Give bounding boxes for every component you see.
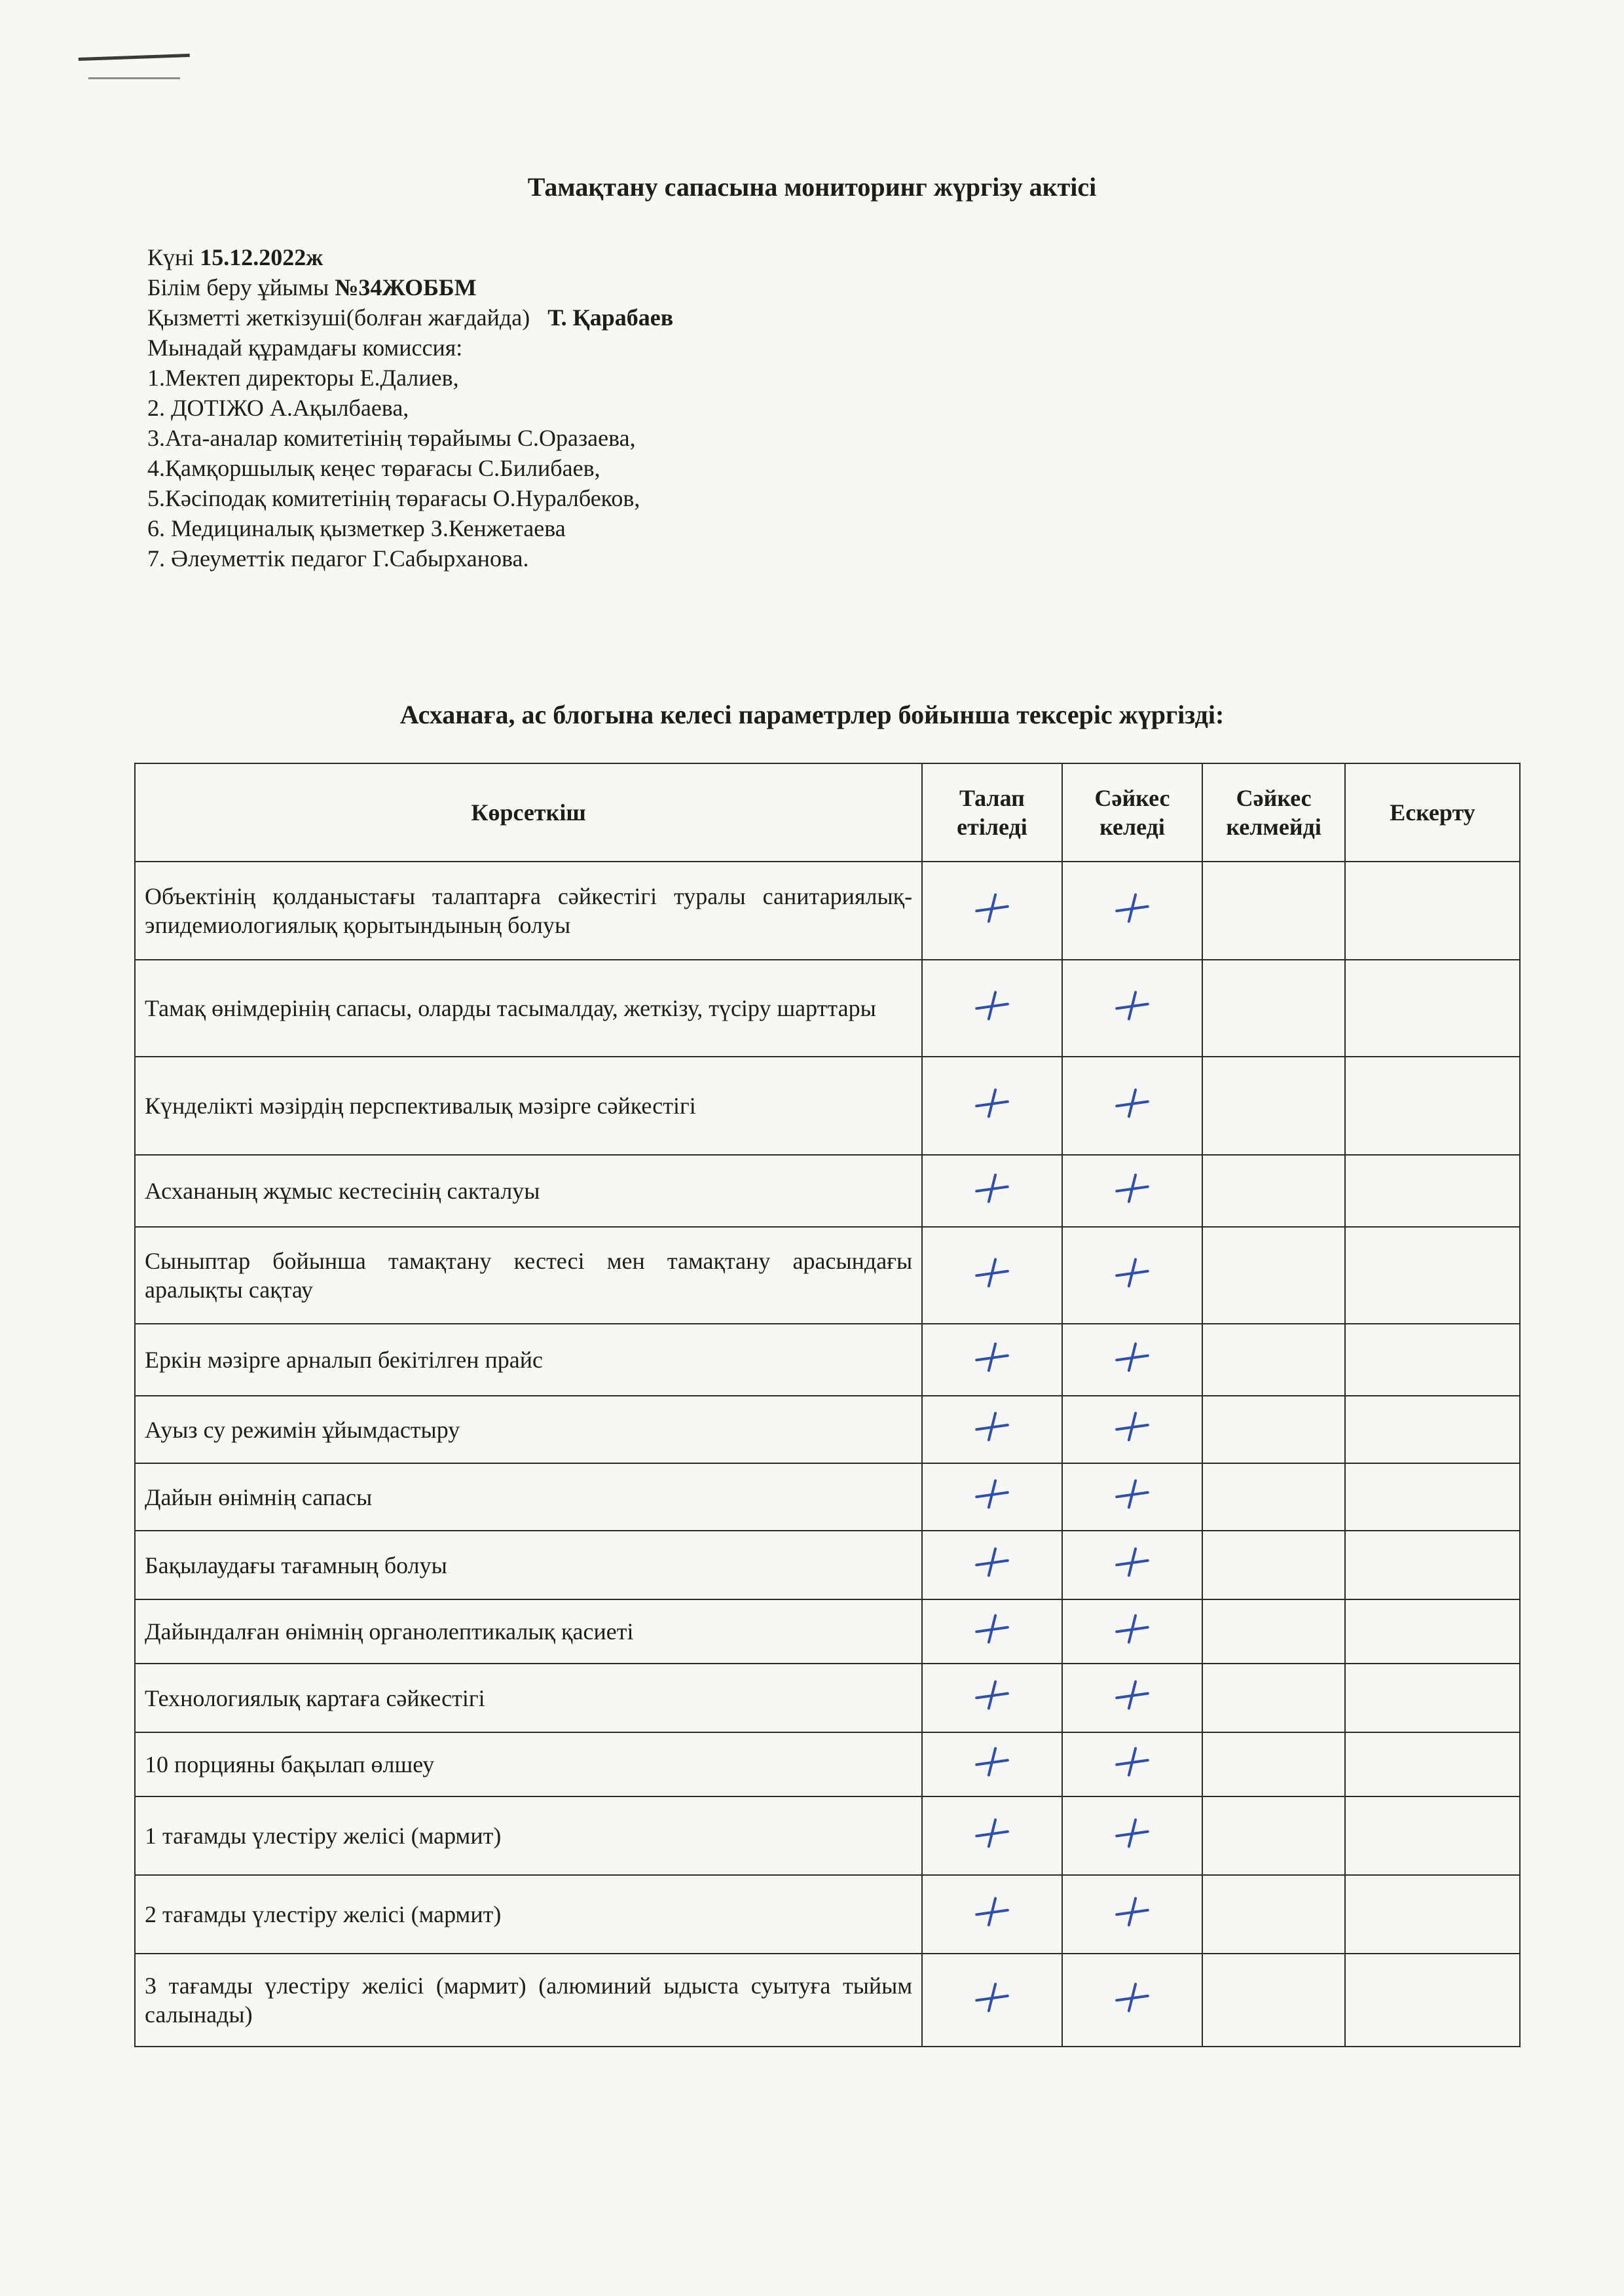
table-row xyxy=(135,1732,1520,1796)
note-cell xyxy=(1345,1324,1520,1396)
indicator-cell: Дайын өнімнің сапасы xyxy=(135,1463,922,1531)
handwritten-plus-mark xyxy=(1114,1087,1151,1120)
compliant-cell xyxy=(1062,1057,1202,1155)
required-cell xyxy=(922,1599,1062,1664)
note-cell xyxy=(1345,1531,1520,1599)
required-cell xyxy=(922,1227,1062,1324)
handwritten-plus-mark xyxy=(1114,892,1151,924)
date-label: Күні xyxy=(147,244,200,270)
handwritten-plus-mark xyxy=(1114,1256,1151,1289)
header-indicator: Көрсеткіш xyxy=(135,763,922,862)
handwritten-plus-mark xyxy=(974,1478,1010,1510)
handwritten-plus-mark xyxy=(1114,1981,1151,2014)
header-required: Талап етіледі xyxy=(922,763,1062,862)
header-block xyxy=(147,242,673,574)
noncompliant-cell xyxy=(1202,1057,1345,1155)
note-cell xyxy=(1345,1954,1520,2047)
noncompliant-cell xyxy=(1202,1396,1345,1463)
noncompliant-cell xyxy=(1202,1599,1345,1664)
indicator-cell: Тамақ өнімдерінің сапасы, оларды тасымалдау, жеткізу, түсіру шарттары xyxy=(135,960,922,1057)
org-line xyxy=(147,272,673,302)
supplier-line xyxy=(147,302,673,333)
compliant-cell xyxy=(1062,1155,1202,1227)
handwritten-plus-mark xyxy=(974,1256,1010,1289)
note-cell xyxy=(1345,960,1520,1057)
compliant-cell xyxy=(1062,1796,1202,1875)
handwritten-plus-mark xyxy=(974,1613,1010,1645)
handwritten-plus-mark xyxy=(974,1410,1010,1443)
header-noncompliant: Сәйкес келмейді xyxy=(1202,763,1345,862)
indicator-cell: Объектінің қолданыстағы талаптарға сәйкестігі туралы санитариялық-эпидемиологиялық қорытындының болуы xyxy=(135,862,922,960)
commission-member: 2. ДОТІЖО А.Ақылбаева, xyxy=(147,395,409,421)
noncompliant-cell xyxy=(1202,1531,1345,1599)
required-cell xyxy=(922,1396,1062,1463)
handwritten-plus-mark xyxy=(974,892,1010,924)
org-label: Білім беру ұйымы xyxy=(147,274,335,301)
noncompliant-cell xyxy=(1202,960,1345,1057)
compliant-cell xyxy=(1062,1531,1202,1599)
table-row xyxy=(135,1664,1520,1732)
required-cell xyxy=(922,960,1062,1057)
scan-mark xyxy=(79,54,191,70)
required-cell xyxy=(922,1796,1062,1875)
header-note: Ескерту xyxy=(1345,763,1520,862)
required-cell xyxy=(922,1875,1062,1954)
table-row xyxy=(135,862,1520,960)
handwritten-plus-mark xyxy=(1114,1895,1151,1928)
commission-member: 3.Ата-аналар комитетінің төрайымы С.Оразаева, xyxy=(147,425,636,451)
handwritten-plus-mark xyxy=(1114,1817,1151,1850)
noncompliant-cell xyxy=(1202,1463,1345,1531)
header-compliant: Сәйкес келеді xyxy=(1062,763,1202,862)
compliant-cell xyxy=(1062,1463,1202,1531)
table-body xyxy=(135,862,1520,2047)
indicator-cell: 2 тағамды үлестіру желісі (мармит) xyxy=(135,1875,922,1954)
note-cell xyxy=(1345,1664,1520,1732)
table-row xyxy=(135,1599,1520,1664)
date-line xyxy=(147,242,673,272)
handwritten-plus-mark xyxy=(974,1679,1010,1711)
commission-member: 5.Кәсіподақ комитетінің төрағасы О.Нуралбеков, xyxy=(147,485,640,511)
handwritten-plus-mark xyxy=(974,1546,1010,1578)
indicator-cell: 3 тағамды үлестіру желісі (мармит) (алюминий ыдыста суытуға тыйым салынады) xyxy=(135,1954,922,2047)
indicator-cell: 1 тағамды үлестіру желісі (мармит) xyxy=(135,1796,922,1875)
supplier-value: Т. Қарабаев xyxy=(547,304,674,331)
note-cell xyxy=(1345,862,1520,960)
indicator-cell: Сыныптар бойынша тамақтану кестесі мен тамақтану арасындағы аралықты сақтау xyxy=(135,1227,922,1324)
note-cell xyxy=(1345,1057,1520,1155)
indicator-cell: Дайындалған өнімнің органолептикалық қасиеті xyxy=(135,1599,922,1664)
handwritten-plus-mark xyxy=(1114,1478,1151,1510)
commission-member: 4.Қамқоршылық кеңес төрағасы С.Билибаев, xyxy=(147,455,600,481)
supplier-label: Қызметті жеткізуші(болған жағдайда) xyxy=(147,304,548,331)
indicator-cell: Еркін мәзірге арналып бекітілген прайс xyxy=(135,1324,922,1396)
note-cell xyxy=(1345,1396,1520,1463)
noncompliant-cell xyxy=(1202,1324,1345,1396)
compliant-cell xyxy=(1062,862,1202,960)
commission-member: 6. Медициналық қызметкер З.Кенжетаева xyxy=(147,515,566,541)
commission-member: 1.Мектеп директоры Е.Далиев, xyxy=(147,365,459,391)
noncompliant-cell xyxy=(1202,862,1345,960)
table-header-row xyxy=(135,763,1520,862)
handwritten-plus-mark xyxy=(1114,1613,1151,1645)
compliant-cell xyxy=(1062,1664,1202,1732)
handwritten-plus-mark xyxy=(974,1341,1010,1374)
required-cell xyxy=(922,1324,1062,1396)
noncompliant-cell xyxy=(1202,1664,1345,1732)
table-row xyxy=(135,1324,1520,1396)
required-cell xyxy=(922,1057,1062,1155)
handwritten-plus-mark xyxy=(974,1817,1010,1850)
commission-label: Мынадай құрамдағы комиссия: xyxy=(147,335,463,361)
table-row xyxy=(135,1796,1520,1875)
inspection-table xyxy=(134,763,1521,2047)
noncompliant-cell xyxy=(1202,1875,1345,1954)
noncompliant-cell xyxy=(1202,1954,1345,2047)
required-cell xyxy=(922,1155,1062,1227)
table-row xyxy=(135,1954,1520,2047)
note-cell xyxy=(1345,1732,1520,1796)
handwritten-plus-mark xyxy=(974,1745,1010,1778)
date-value: 15.12.2022ж xyxy=(200,244,323,270)
indicator-cell: Күнделікті мәзірдің перспективалық мәзірге сәйкестігі xyxy=(135,1057,922,1155)
scan-mark-faint xyxy=(88,77,180,83)
note-cell xyxy=(1345,1599,1520,1664)
compliant-cell xyxy=(1062,1875,1202,1954)
required-cell xyxy=(922,1954,1062,2047)
compliant-cell xyxy=(1062,1732,1202,1796)
indicator-cell: Технологиялық картаға сәйкестігі xyxy=(135,1664,922,1732)
handwritten-plus-mark xyxy=(1114,1341,1151,1374)
handwritten-plus-mark xyxy=(1114,1745,1151,1778)
handwritten-plus-mark xyxy=(1114,1410,1151,1443)
table-row xyxy=(135,1057,1520,1155)
table-row xyxy=(135,1396,1520,1463)
table-row xyxy=(135,1155,1520,1227)
required-cell xyxy=(922,1664,1062,1732)
note-cell xyxy=(1345,1875,1520,1954)
handwritten-plus-mark xyxy=(974,1172,1010,1205)
commission-member: 7. Әлеуметтік педагог Г.Сабырханова. xyxy=(147,545,529,572)
compliant-cell xyxy=(1062,1599,1202,1664)
table-row xyxy=(135,1531,1520,1599)
noncompliant-cell xyxy=(1202,1155,1345,1227)
org-value: №34ЖОББМ xyxy=(335,274,477,301)
note-cell xyxy=(1345,1155,1520,1227)
handwritten-plus-mark xyxy=(1114,1172,1151,1205)
required-cell xyxy=(922,1531,1062,1599)
indicator-cell: Бақылаудағы тағамның болуы xyxy=(135,1531,922,1599)
table-subtitle: Асханаға, ас блогына келесі параметрлер бойынша тексеріс жүргізді: xyxy=(399,700,1225,729)
noncompliant-cell xyxy=(1202,1227,1345,1324)
handwritten-plus-mark xyxy=(974,1895,1010,1928)
table-row xyxy=(135,1463,1520,1531)
table-row xyxy=(135,960,1520,1057)
compliant-cell xyxy=(1062,1954,1202,2047)
required-cell xyxy=(922,862,1062,960)
indicator-cell: Ауыз су режимін ұйымдастыру xyxy=(135,1396,922,1463)
document-title: Тамақтану сапасына мониторинг жүргізу актісі xyxy=(527,172,1097,202)
note-cell xyxy=(1345,1796,1520,1875)
handwritten-plus-mark xyxy=(974,1981,1010,2014)
handwritten-plus-mark xyxy=(974,989,1010,1022)
table-row xyxy=(135,1227,1520,1324)
handwritten-plus-mark xyxy=(1114,989,1151,1022)
indicator-cell: 10 порцияны бақылап өлшеу xyxy=(135,1732,922,1796)
handwritten-plus-mark xyxy=(974,1087,1010,1120)
handwritten-plus-mark xyxy=(1114,1546,1151,1578)
note-cell xyxy=(1345,1227,1520,1324)
indicator-cell: Асхананың жұмыс кестесінің сакталуы xyxy=(135,1155,922,1227)
required-cell xyxy=(922,1732,1062,1796)
noncompliant-cell xyxy=(1202,1732,1345,1796)
compliant-cell xyxy=(1062,1396,1202,1463)
handwritten-plus-mark xyxy=(1114,1679,1151,1711)
required-cell xyxy=(922,1463,1062,1531)
note-cell xyxy=(1345,1463,1520,1531)
compliant-cell xyxy=(1062,1324,1202,1396)
noncompliant-cell xyxy=(1202,1796,1345,1875)
compliant-cell xyxy=(1062,1227,1202,1324)
table-row xyxy=(135,1875,1520,1954)
compliant-cell xyxy=(1062,960,1202,1057)
